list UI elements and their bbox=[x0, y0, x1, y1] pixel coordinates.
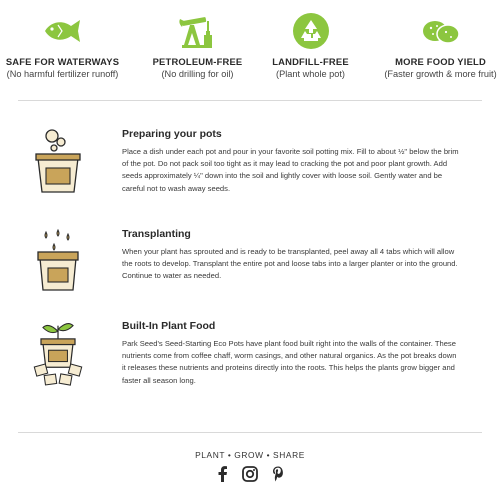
benefit-landfill-free bbox=[248, 12, 373, 79]
benefit-more-food-yield bbox=[378, 12, 500, 79]
potatoes-icon bbox=[421, 15, 461, 47]
section-body: Park Seed's Seed-Starting Eco Pots have plant food built right into the walls of the container. These nutrients come from coffee chaff, worm casings, and other natural organics. As the pot breaks down it releases these nutrients and proteins directly into the roots. This helps the plants grow bigger and faster all season long. bbox=[122, 339, 457, 385]
section-body: When your plant has sprouted and is ready to be transplanted, peel away all 4 tabs which will allow the roots to develop. Transplant the entire pot and loose tabs into a larger planter or into the ground. Continue to water as needed. bbox=[122, 247, 458, 281]
recycle-icon bbox=[292, 12, 330, 50]
section-title: Transplanting bbox=[122, 228, 191, 240]
benefit-subtitle: (No drilling for oil) bbox=[161, 69, 234, 79]
benefit-title: SAFE FOR WATERWAYS bbox=[5, 56, 120, 67]
oil-pump-icon bbox=[178, 13, 218, 49]
tagline: PLANT • GROW • SHARE bbox=[195, 450, 305, 460]
seed-pot-icon bbox=[32, 128, 84, 196]
social-links bbox=[0, 466, 500, 487]
benefit-title: MORE FOOD YIELD bbox=[395, 56, 486, 67]
section-title: Preparing your pots bbox=[122, 128, 222, 140]
watering-pot-icon bbox=[32, 228, 84, 296]
instagram-icon[interactable] bbox=[242, 466, 258, 487]
section-title: Built-In Plant Food bbox=[122, 320, 216, 332]
benefit-subtitle: (Faster growth & more fruit) bbox=[384, 69, 497, 79]
facebook-icon[interactable] bbox=[216, 466, 228, 487]
benefit-subtitle: (Plant whole pot) bbox=[276, 69, 345, 79]
benefit-title: PETROLEUM-FREE bbox=[152, 56, 243, 67]
sprouting-pot-icon bbox=[32, 320, 84, 388]
divider bbox=[18, 432, 482, 433]
fish-icon bbox=[43, 18, 83, 44]
benefit-title: LANDFILL-FREE bbox=[272, 56, 349, 67]
benefit-subtitle: (No harmful fertilizer runoff) bbox=[6, 69, 119, 79]
section-body: Place a dish under each pot and pour in your favorite soil potting mix. Fill to about ½" below the brim of the pot. Do not pack soil too tight as it may lead to cracking the pot and poor plant growth. Add seeds approximately ¼" down into the soil and lightly cover with loose soil. Gently water and be careful not to wash away seeds. bbox=[122, 147, 459, 193]
benefits-row bbox=[0, 12, 500, 84]
divider bbox=[18, 100, 482, 101]
benefit-safe-waterways bbox=[0, 12, 125, 79]
benefit-petroleum-free bbox=[135, 12, 260, 79]
footer bbox=[0, 450, 500, 487]
pinterest-icon[interactable] bbox=[272, 466, 284, 487]
